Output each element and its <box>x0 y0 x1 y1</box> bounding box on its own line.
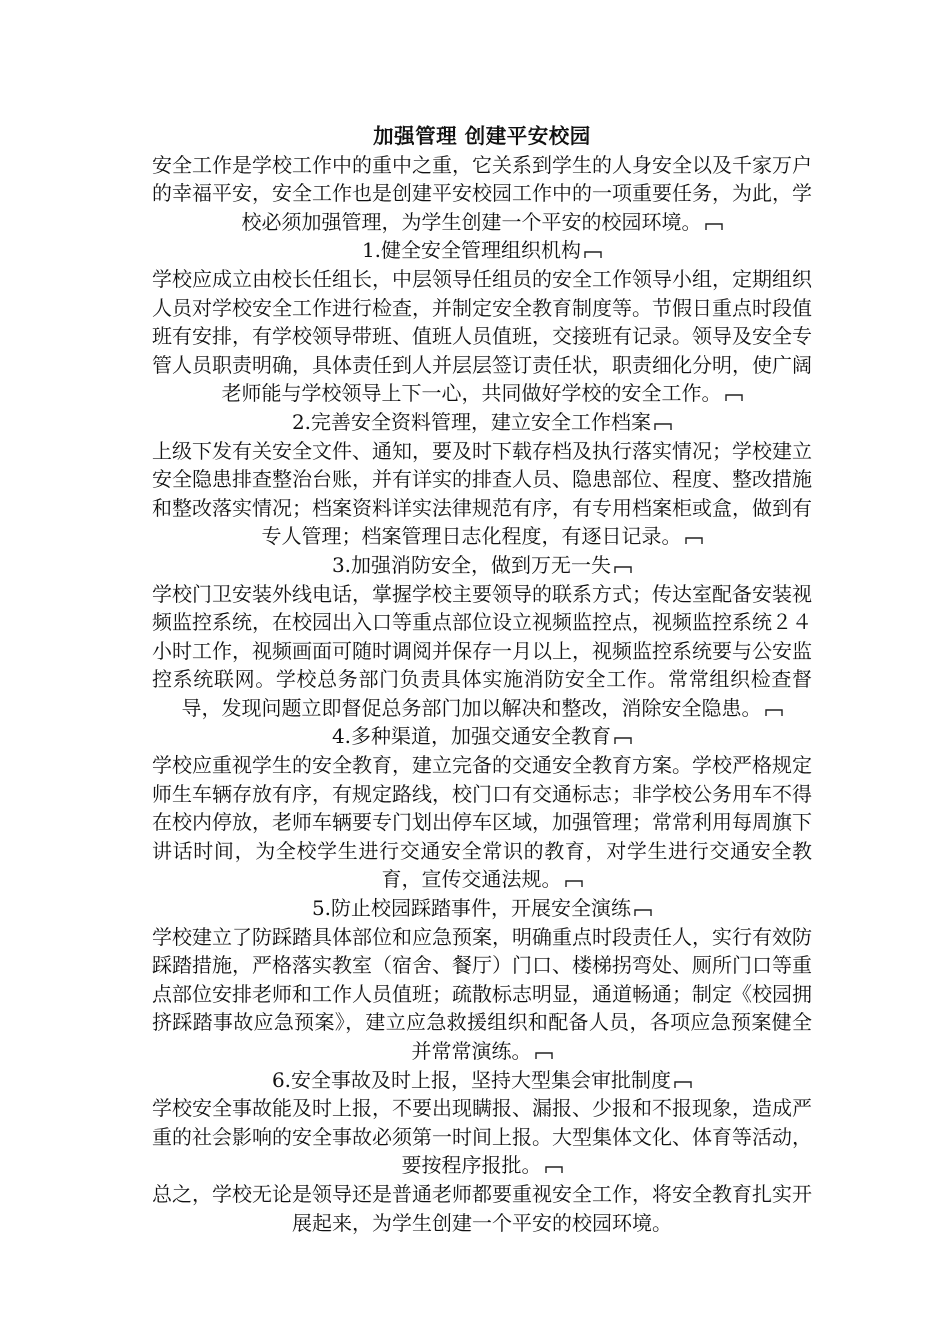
section-heading-2 <box>152 408 812 437</box>
section-body-6 <box>152 1094 812 1180</box>
paragraph-mark-icon <box>545 1165 563 1174</box>
document-body <box>152 122 812 1237</box>
document-title: 加强管理 创建平安校园 <box>373 124 591 148</box>
section-body-text: 上级下发有关安全文件、通知，要及时下载存档及执行落实情况；学校建立安全隐患排查整治台账，并有详实的排查人员、隐患部位、程度、整改措施和整改落实情况；档案资料详实法律规范有序，有专用档案柜或盒，做到有专人管理；档案管理日志化程度，有逐日记录。 <box>152 438 812 549</box>
section-heading-text: 2.完善安全资料管理，建立安全工作档案 <box>291 409 652 434</box>
paragraph-mark-icon <box>634 908 652 917</box>
paragraph-mark-icon <box>654 422 672 431</box>
section-body-text: 学校应成立由校长任组长，中层领导任组员的安全工作领导小组，定期组织人员对学校安全工作进行检查，并制定安全教育制度等。节假日重点时段值班有安排，有学校领导带班、值班人员值班，交接班有记录。领导及安全专管人员职责明确，具体责任到人并层层签订责任状，职责细化分明，使广阔老师能与学校领导上下一心，共同做好学校的安全工作。 <box>152 266 812 406</box>
section-heading-6 <box>152 1066 812 1095</box>
section-body-text: 学校门卫安装外线电话，掌握学校主要领导的联系方式；传达室配备安装视频监控系统，在校园出入口等重点部位设立视频监控点，视频监控系统２４ 小时工作，视频画面可随时调阅并保存一月以上，视频监控系统要与公安监控系统联网。学校总务部门负责具体实施消防安全工作。常常组织检查督导，发现问题立即督促总务部门加以解决和整改，消除安全隐患。 <box>152 581 812 720</box>
intro-paragraph <box>152 151 812 237</box>
section-body-3 <box>152 580 812 723</box>
paragraph-mark-icon <box>705 222 723 231</box>
section-heading-1 <box>152 236 812 265</box>
section-body-2 <box>152 437 812 551</box>
section-body-1 <box>152 265 812 408</box>
section-heading-text: 1.健全安全管理组织机构 <box>361 238 582 263</box>
paragraph-mark-icon <box>584 250 602 259</box>
section-heading-5 <box>152 894 812 923</box>
section-body-text: 学校安全事故能及时上报，不要出现瞒报、漏报、少报和不报现象，造成严重的社会影响的安全事故必须第一时间上报。大型集体文化、体育等活动，要按程序报批。 <box>152 1096 812 1178</box>
paragraph-mark-icon <box>725 393 743 402</box>
paragraph-mark-icon <box>565 879 583 888</box>
section-heading-4 <box>152 722 812 751</box>
paragraph-mark-icon <box>765 708 783 717</box>
section-heading-text: 4.多种渠道，加强交通安全教育 <box>331 724 612 749</box>
section-body-text: 学校应重视学生的安全教育，建立完备的交通安全教育方案。学校严格规定师生车辆存放有序，有规定路线，校门口有交通标志；非学校公务用车不得在校内停放，老师车辆要专门划出停车区域，加强管理；常常利用每周旗下讲话时间，为全校学生进行交通安全常识的教育，对学生进行交通安全教育，宣传交通法规。 <box>152 753 812 892</box>
paragraph-mark-icon <box>674 1080 692 1089</box>
paragraph-mark-icon <box>535 1051 553 1060</box>
section-heading-text: 3.加强消防安全，做到万无一失 <box>331 552 612 577</box>
paragraph-mark-icon <box>685 536 703 545</box>
section-body-4 <box>152 751 812 894</box>
section-body-text: 学校建立了防踩踏具体部位和应急预案，明确重点时段责任人，实行有效防踩踏措施，严格落实教室（宿舍、餐厅）门口、楼梯拐弯处、厕所门口等重点部位安排老师和工作人员值班；疏散标志明显，通道畅通；制定《校园拥挤踩踏事故应急预案》，建立应急救援组织和配备人员，各项应急预案健全并常常演练。 <box>152 924 812 1063</box>
intro-text: 安全工作是学校工作中的重中之重，它关系到学生的人身安全以及千家万户的幸福平安，安全工作也是创建平安校园工作中的一项重要任务，为此，学校必须加强管理，为学生创建一个平安的校园环境。 <box>152 152 812 234</box>
conclusion-paragraph: 总之，学校无论是领导还是普通老师都要重视安全工作，将安全教育扎实开展起来，为学生创建一个平安的校园环境。 <box>152 1181 812 1235</box>
paragraph-mark-icon <box>614 565 632 574</box>
paragraph-mark-icon <box>614 736 632 745</box>
section-heading-text: 6.安全事故及时上报，坚持大型集会审批制度 <box>271 1067 672 1092</box>
section-body-5 <box>152 923 812 1066</box>
section-heading-text: 5.防止校园踩踏事件，开展安全演练 <box>311 896 632 921</box>
section-heading-3 <box>152 551 812 580</box>
